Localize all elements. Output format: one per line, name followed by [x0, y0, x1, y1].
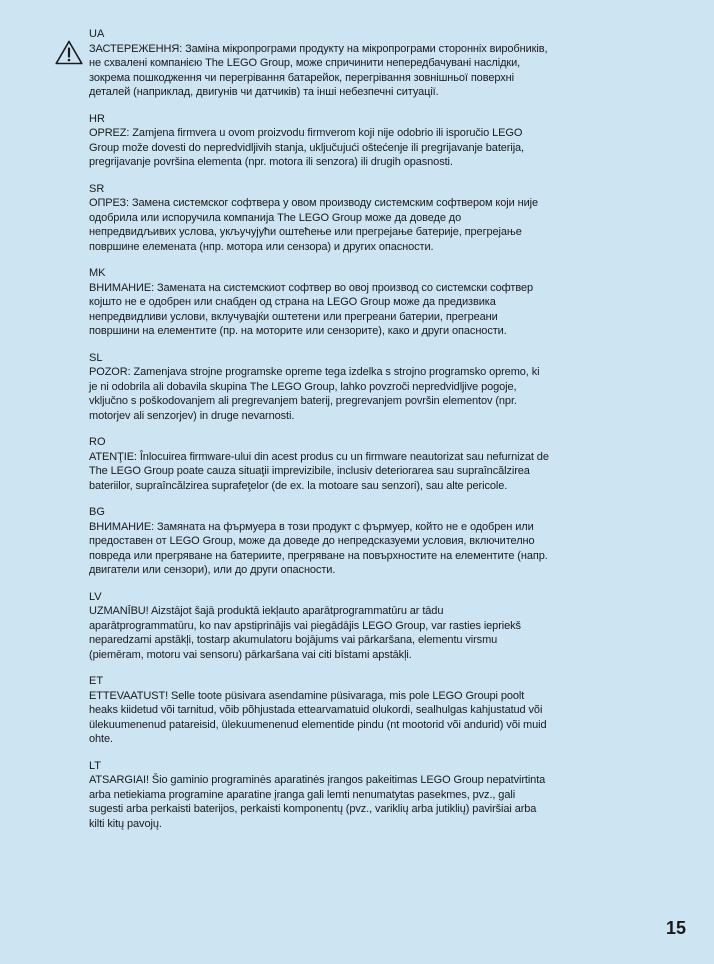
language-code: BG [89, 506, 105, 518]
warning-sections [89, 27, 549, 843]
language-code: RO [89, 436, 106, 448]
language-code: LT [89, 759, 102, 772]
warning-text: ВНИМАНИЕ: Замената на системскиот софтвер во овој производ со системски софтвер којшто не е одобрен или снабден од страна на LEGO Group може да предизвика непредвидливи услови, вклучувајќи оштетени или прегреани батерии, прегреани површини на елементите (пр. на моторите или сензорите), како и други опасности. [89, 281, 533, 337]
warning-section-mk [89, 266, 549, 339]
warning-section-et [89, 674, 549, 747]
warning-text: ЗАСТЕРЕЖЕННЯ: Заміна мікропрограми продукту на мікропрограми сторонніх виробників, не схвалені компанією The LEGO Group, може спричинити непередбачувані наслідки, зокрема пошкодження чи перегрівання батарейок, перегрівання зовнішньої поверхні деталей (наприклад, двигунів чи датчиків) та інші небезпечні ситуації. [89, 42, 548, 98]
warning-section-sr [89, 182, 549, 255]
warning-text: UZMANĪBU! Aizstājot šajā produktā iekļauto aparātprogrammatūru ar tādu aparātprogrammatūru, ko nav apstiprinājis vai piegādājis LEGO Group, var rasties iepriekš neparedzami apstākļi, tostarp akumulatoru bojājums vai pārkaršana, elementu virsmu (piemēram, motoru vai sensoru) pārkaršana vai citi bīstami apstākļi. [89, 605, 521, 661]
warning-text: ВНИМАНИЕ: Замяната на фърмуера в този продукт с фърмуер, който не е одобрен или предоставен от LEGO Group, може да доведе до непредсказуеми условия, включително повреда или прегряване на батериите, прегряване на повърхностите на елементите (напр. двигатели или сензори), или до други опасности. [89, 520, 548, 576]
warning-text: ETTEVAATUST! Selle toote püsivara asendamine püsivaraga, mis pole LEGO Groupi poolt heaks kiidetud või tarnitud, võib põhjustada ettearvamatuid olukordi, sealhulgas kahjustatud või ülekuumenenud patareisid, ülekuumenenud elementide pindu (nt mootorid või andurid) või muid ohte. [89, 689, 547, 745]
language-code: SR [89, 182, 105, 195]
warning-text: ОПРЕЗ: Замена системског софтвера у овом производу системским софтвером који није одобрила или испоручила компанија The LEGO Group може да доведе до непредвидљивих услова, укључујући оштећење или прегрејање батерије, прегрејање површине елемената (нпр. мотора или сензора) и других опасности. [89, 197, 538, 253]
language-code: LV [89, 590, 102, 603]
language-code: SL [89, 351, 103, 364]
warning-text: ATENŢIE: Înlocuirea firmware-ului din acest produs cu un firmware neautorizat sau nefurnizat de The LEGO Group poate cauza situaţii imprevizibile, inclusiv deteriorarea sau supraîncălzirea bateriilor, supraîncălzirea suprafeţelor (de ex. la motoare sau senzori), sau alte pericole. [89, 450, 549, 492]
warning-text: ATSARGIAI! Šio gaminio programinės aparatinės įrangos pakeitimas LEGO Group nepatvirtinta arba netiekiama programine aparatine įranga gali lemti nenumatytas pasekmes, pvz., gali sugesti arba perkaisti baterijos, perkaisti komponentų (pvz., variklių arba jutiklių) paviršiai arba kilti kitų pavojų. [89, 774, 546, 830]
warning-triangle-icon [55, 40, 83, 65]
warning-section-sl [89, 351, 549, 424]
warning-section-lv [89, 590, 549, 663]
warning-section-ro [89, 435, 549, 493]
language-code: HR [89, 112, 105, 125]
page-number: 15 [666, 918, 687, 938]
warning-section-hr [89, 112, 549, 170]
language-code: UA [89, 28, 105, 40]
warning-text: POZOR: Zamenjava strojne programske opreme tega izdelka s strojno programsko opremo, ki je ni odobrila ali dobavila skupina The LEGO Group, lahko povzroči nepredvidljive pogoje, vključno s poškodovanjem ali pregrevanjem baterij, pregrevanjem površin elementov (npr. motorjev ali senzorjev) in druge nevarnosti. [89, 366, 540, 422]
warning-section-ua [89, 27, 549, 100]
language-code: ET [89, 675, 104, 687]
warning-section-bg [89, 505, 549, 578]
warning-text: OPREZ: Zamjena firmvera u ovom proizvodu firmverom koji nije odobrio ili isporučio LEGO Group može dovesti do nepredvidljivih stanja, uključujući oštećenje ili pregrijavanje baterija, pregrijavanje površina elementa (npr. motora ili senzora) ili drugih opasnosti. [89, 127, 525, 168]
warning-section-lt [89, 759, 549, 832]
language-code: MK [89, 267, 106, 279]
